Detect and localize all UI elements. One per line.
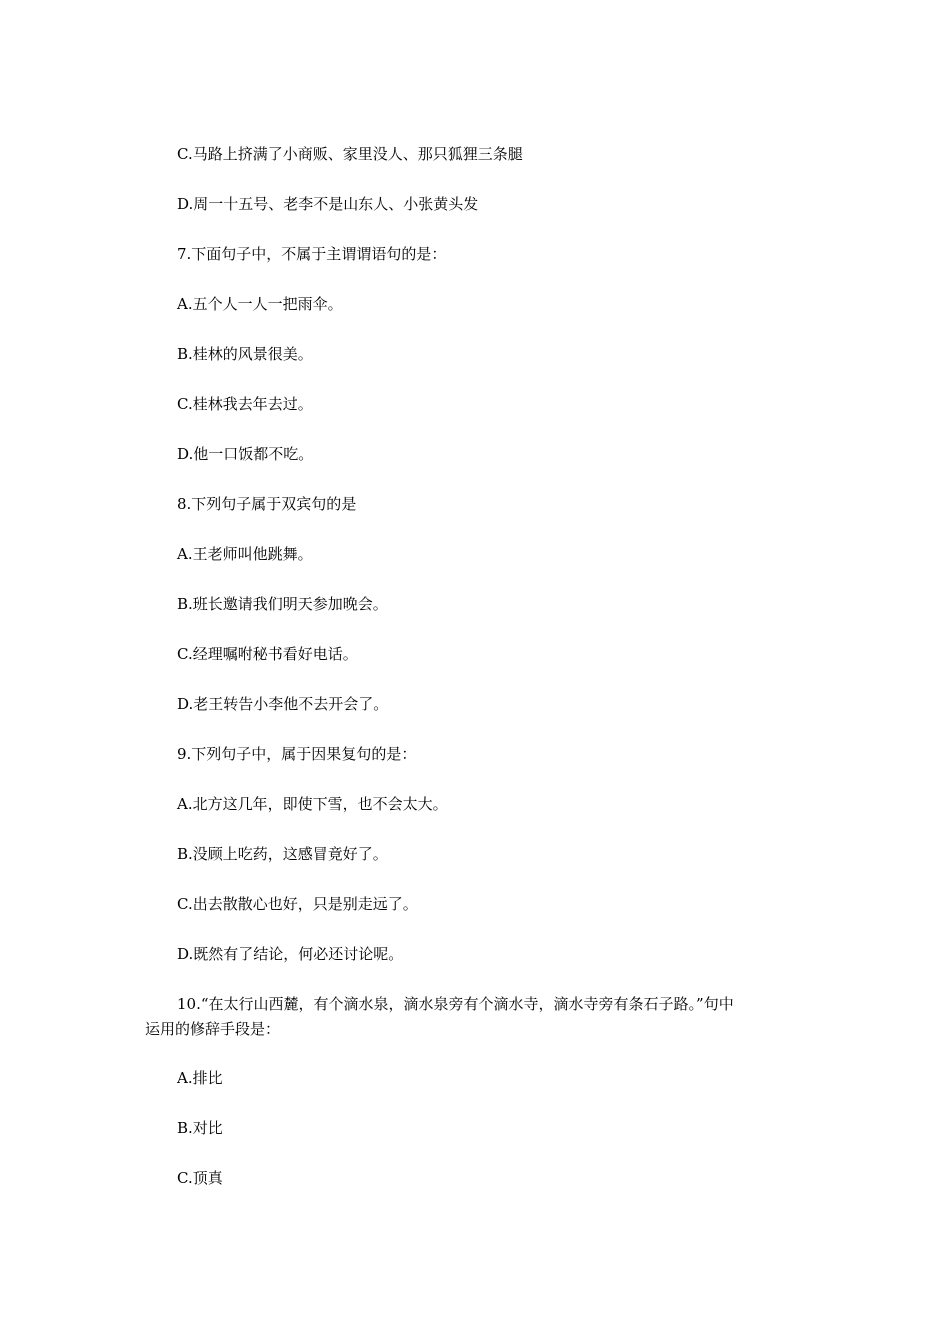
question-7: 7.下面句子中，不属于主谓谓语句的是：: [177, 245, 447, 263]
question-8: 8.下列句子属于双宾句的是: [177, 495, 357, 513]
option-6c: C.马路上挤满了小商贩、家里没人、那只狐狸三条腿: [177, 145, 523, 163]
option-7b: B.桂林的风景很美。: [177, 345, 313, 363]
option-8a: A.王老师叫他跳舞。: [177, 545, 313, 563]
option-9d: D.既然有了结论，何必还讨论呢。: [177, 945, 404, 963]
option-7d: D.他一口饭都不吃。: [177, 445, 314, 463]
option-8c: C.经理嘱咐秘书看好电话。: [177, 645, 358, 663]
option-9a: A.北方这几年，即使下雪，也不会太大。: [177, 795, 448, 813]
option-8b: B.班长邀请我们明天参加晚会。: [177, 595, 388, 613]
option-9b: B.没顾上吃药，这感冒竟好了。: [177, 845, 388, 863]
question-10-stem-line2: 运用的修辞手段是：: [145, 1020, 281, 1038]
option-10b: B.对比: [177, 1119, 223, 1137]
option-7c: C.桂林我去年去过。: [177, 395, 313, 413]
option-8d: D.老王转告小李他不去开会了。: [177, 695, 389, 713]
option-7a: A.五个人一人一把雨伞。: [177, 295, 343, 313]
question-10-stem-line1: 10.“在太行山西麓，有个滴水泉，滴水泉旁有个滴水寺，滴水寺旁有条石子路。”句中: [177, 995, 734, 1013]
option-9c: C.出去散散心也好，只是别走远了。: [177, 895, 418, 913]
option-10c: C.顶真: [177, 1169, 223, 1187]
option-10a: A.排比: [177, 1069, 223, 1087]
option-6d: D.周一十五号、老李不是山东人、小张黄头发: [177, 195, 479, 213]
question-9: 9.下列句子中，属于因果复句的是：: [177, 745, 417, 763]
